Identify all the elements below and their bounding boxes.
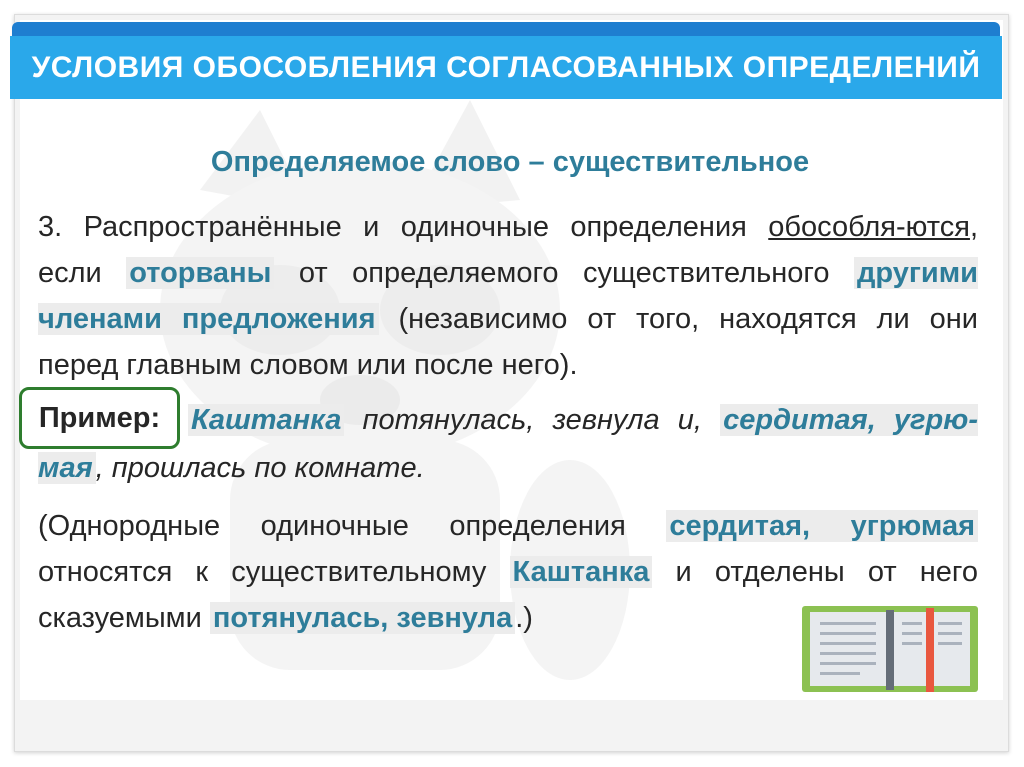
rule-number: 3. — [38, 211, 63, 243]
example-text-1: потянулась, зевнула и, — [344, 404, 721, 436]
rule-paragraph — [38, 204, 978, 388]
section-subtitle: Определяемое слово – существительное — [210, 146, 810, 178]
explanation-highlight-kashtanka: Каштанка — [510, 556, 653, 588]
rule-text-2: , если — [38, 211, 978, 289]
example-highlight-kashtanka: Каштанка — [188, 404, 344, 436]
explanation-highlight-adjectives: сердитая, угрюмая — [666, 510, 978, 542]
explanation-text-1: (Однородные одиночные определения — [38, 510, 667, 542]
explanation-text-3: и отделены от него сказуемыми — [38, 556, 978, 634]
example-text-2: , прошлась по комнате. — [95, 452, 425, 484]
book-icon — [802, 606, 978, 692]
rule-text-4: (независимо от того, находятся ли они перед главным словом или после него). — [38, 303, 979, 381]
rule-highlight-members: другими членами предложения — [38, 257, 979, 335]
rule-text-1: Распространённые и одиночные определения — [62, 211, 769, 243]
explanation-text-2: относятся к существительному — [38, 556, 510, 588]
example-highlight-adjectives: сердитая, угрю-мая — [38, 404, 978, 484]
explanation-text-4: .) — [515, 602, 533, 634]
header-banner — [10, 36, 1002, 99]
example-sentence — [38, 396, 978, 492]
explanation-highlight-verbs: потянулась, зевнула — [210, 602, 515, 634]
rule-text-3: от определяемого существительного — [274, 257, 854, 289]
example-label: Пример: — [38, 401, 161, 434]
rule-underlined-term: обособля-ются — [768, 211, 970, 243]
rule-highlight-torn: оторваны — [126, 257, 274, 289]
page-title: УСЛОВИЯ ОБОСОБЛЕНИЯ СОГЛАСОВАННЫХ ОПРЕДЕЛЕНИЙ — [31, 50, 981, 84]
